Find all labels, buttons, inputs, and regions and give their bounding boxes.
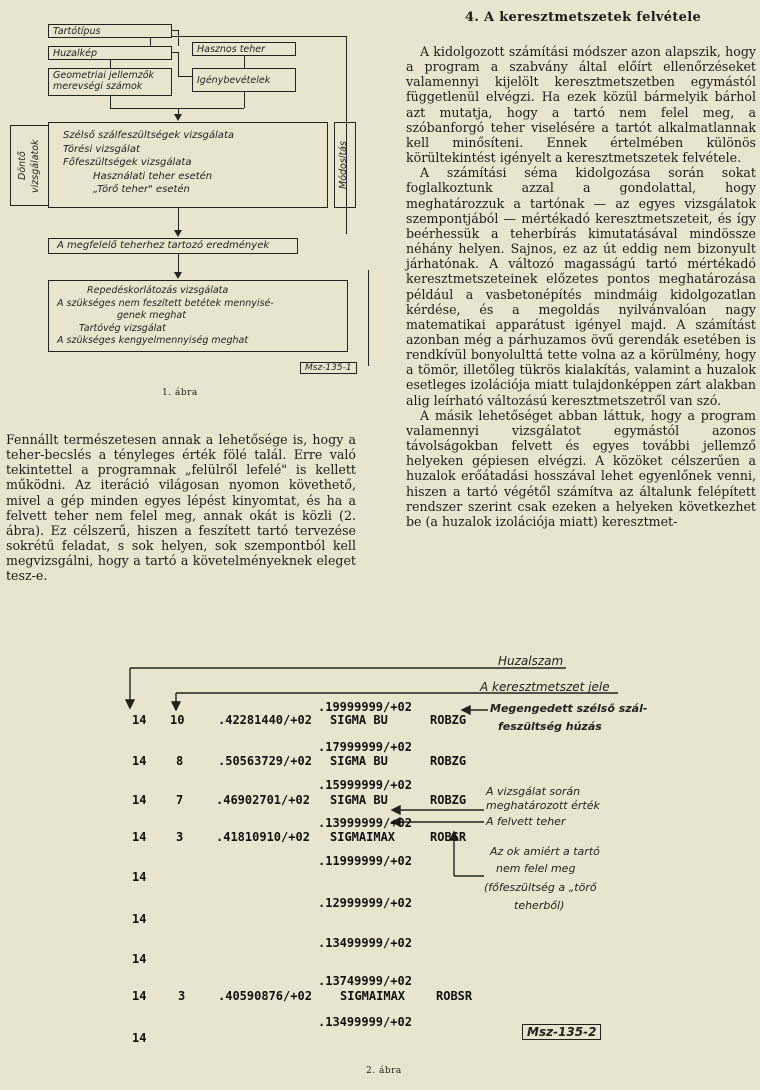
- label-huzalszam: Huzalszam: [498, 654, 564, 668]
- box-eredmenyek-label: A megfelelő teherhez tartozó eredmények: [57, 240, 270, 251]
- row-7-n1: 14: [132, 952, 147, 966]
- row-top-7: .13499999/+02: [318, 936, 412, 950]
- row-4-name: SIGMAIMAX: [330, 830, 396, 844]
- row-8-name: SIGMAIMAX: [340, 989, 406, 1003]
- fig1-caption: 1. ábra: [162, 388, 198, 398]
- fig2-caption: 2. ábra: [366, 1066, 402, 1076]
- note-megengedett-1: Megengedett szélső szál-: [490, 702, 648, 715]
- right-paragraph-2: A számítási séma kidolgozása során sokat foglalkoztunk azzal a gondolattal, hogy meghatározzuk a tartónak — az egyes vizsgálatok szempontjából — mértékadó keresztmetszeteit, és így beérhessük a teherbírás kimutatásával mindössze néhány helyen. Sajnos, ez az út eddig nem bizonyult járhatónak. A változó magasságú tartó mértékadó keresztmetszeteinek előzetes pontos meghatározása például a vasbetonépítés mindmáig kidolgozatlan kérdése, és a megoldás nyilvánvalóan nagy matematikai apparátust igényel majd. A számítást azonban még a párhuzamos övű gerendák esetében is rendkívül bonyolulttá tette volna az a körülmény, hogy a tömör, illetőleg tükrös kialakítás, valamint a huzalok esetleges izolációja miatt tulajdonképpen zárt alakban alig leírható változású keresztmetszetről van szó.: [406, 165, 756, 408]
- row-top-5: .11999999/+02: [318, 854, 412, 868]
- row-3-n1: 14: [132, 793, 147, 807]
- note-az-ok-1: Az ok amiért a tartó: [490, 845, 600, 858]
- bottom-line-2: A szükséges nem feszített betétek mennyisé-: [57, 297, 274, 309]
- row-4-value: .41810910/+02: [216, 830, 310, 844]
- box-huzalkep-label: Huzalkép: [53, 48, 97, 59]
- row-2-name: SIGMA BU: [330, 754, 388, 768]
- bottom-line-3: genek meghat: [117, 310, 186, 321]
- row-2-code: ROBZG: [430, 754, 467, 768]
- row-8-n2: 3: [178, 989, 186, 1003]
- main-line-1: Szélső szálfeszültségek vizsgálata: [63, 130, 234, 141]
- side-label-modositas: Módosítás: [338, 141, 349, 189]
- box-igenybevetelek-label: Igénybevételek: [197, 75, 271, 86]
- bottom-line-4: Tartóvég vizsgálat: [79, 322, 166, 334]
- bottom-line-5: A szükséges kengyelmennyiség meghat: [57, 335, 249, 346]
- box-geometriai-line-2: merevségi számok: [53, 81, 143, 92]
- right-paragraph-3: A másik lehetőséget abban láttuk, hogy a program valamennyi vizsgálatot egymástól azonos távolságokban felvett és egyes további jellemző helyeken gépiesen elvégzi. A közöket célszerűen a huzalok erőátadási hosszával lehet egyenlőnek venni, hiszen a tartó végétől számítva az általunk felépített rendszer szerint csak ezeken a helyeken következhet be (a huzalok izolációja miatt) keresztmet-: [406, 407, 756, 529]
- note-az-ok-3: (főfeszültség a „törő: [484, 881, 597, 894]
- row-1-name: SIGMA BU: [330, 713, 388, 727]
- main-line-3: Főfeszültségek vizsgálata: [63, 157, 192, 168]
- main-line-2: Törési vizsgálat: [63, 143, 140, 155]
- note-vizsgalat-2: meghatározott érték: [486, 799, 600, 812]
- row-1-code: ROBZG: [430, 713, 467, 727]
- row-2-n1: 14: [132, 754, 147, 768]
- row-top-4: .13999999/+02: [318, 816, 412, 830]
- box-geometriai-line-1: Geometriai jellemzők: [53, 70, 155, 81]
- note-megengedett-2: feszültség húzás: [498, 720, 602, 733]
- row-8-code: ROBSR: [436, 989, 473, 1003]
- row-top-1: .19999999/+02: [318, 700, 412, 714]
- row-top-9: .13499999/+02: [318, 1015, 412, 1029]
- row-top-2: .17999999/+02: [318, 740, 412, 754]
- row-9-n1: 14: [132, 1031, 147, 1045]
- row-4-n1: 14: [132, 830, 147, 844]
- row-8-n1: 14: [132, 989, 147, 1003]
- bottom-line-1: Repedéskorlátozás vizsgálata: [87, 285, 229, 296]
- row-5-n1: 14: [132, 870, 147, 884]
- row-2-value: .50563729/+02: [218, 754, 312, 768]
- row-8-value: .40590876/+02: [218, 989, 312, 1003]
- row-3-n2: 7: [176, 793, 184, 807]
- note-felvett: A felvett teher: [486, 815, 566, 828]
- row-2-n2: 8: [176, 754, 184, 768]
- row-3-value: .46902701/+02: [216, 793, 310, 807]
- section-heading: 4. A keresztmetszetek felvétele: [465, 10, 702, 25]
- note-az-ok-2: nem felel meg: [496, 862, 576, 875]
- row-3-code: ROBZG: [430, 793, 467, 807]
- row-3-name: SIGMA BU: [330, 793, 388, 807]
- row-4-n2: 3: [176, 830, 184, 844]
- row-top-8: .13749999/+02: [318, 974, 412, 988]
- note-vizsgalat-1: A vizsgálat során: [486, 785, 581, 798]
- main-line-4: Használati teher esetén: [93, 170, 213, 182]
- left-paragraph: Fennállt természetesen annak a lehetősége is, hogy a teher-becslés a tényleges érték fölé talál. Erre való tekintettel a programnak „felülről lefelé" is kellett működni. Az iteráció világosan nyomon követhető, mivel a gép minden egyes lépést kinyomtat, és ha a felvett teher nem felel meg, annak okát is közli (2. ábra). Ez célszerű, hiszen a feszített tartó tervezése sokrétű feladat, s sok helyen, sok szempontból kell megvizsgálni, hogy a tartó a követelményeknek eleget tesz-e.: [6, 432, 356, 584]
- box-tartotipus-label: Tartótípus: [53, 26, 101, 37]
- note-az-ok-4: teherből): [514, 899, 565, 912]
- row-4-code: ROBSR: [430, 830, 467, 844]
- row-1-value: .42281440/+02: [218, 713, 312, 727]
- row-top-3: .15999999/+02: [318, 778, 412, 792]
- box-hasznos-teher-label: Hasznos teher: [197, 44, 266, 55]
- right-paragraph-1: A kidolgozott számítási módszer azon alapszik, hogy a program a szabvány által előírt ellenőrzéseket valamennyi kijelölt keresztmetszetben egymástól függetlenül elvégzi. Ha ezek közül bármelyik bárhol azt mutatja, hogy a tartó nem felel meg, a szóbanforgó teher viselésére a tartót alkalmatlannak kell minősíteni. Ennek értelmében különös körültekintést igényelt a keresztmetszetek felvétele.: [406, 44, 756, 166]
- row-6-n1: 14: [132, 912, 147, 926]
- label-keresztmetszet: A keresztmetszet jele: [480, 680, 610, 694]
- row-1-n2: 10: [170, 713, 185, 727]
- row-top-6: .12999999/+02: [318, 896, 412, 910]
- side-label-dontes: Döntő vizsgálatok: [17, 139, 41, 193]
- main-line-5: „Törő teher" esetén: [93, 184, 190, 195]
- fig2-stamp: Msz-135-2: [522, 1024, 601, 1040]
- fig1-stamp: Msz-135-1: [300, 362, 357, 374]
- row-1-n1: 14: [132, 713, 147, 727]
